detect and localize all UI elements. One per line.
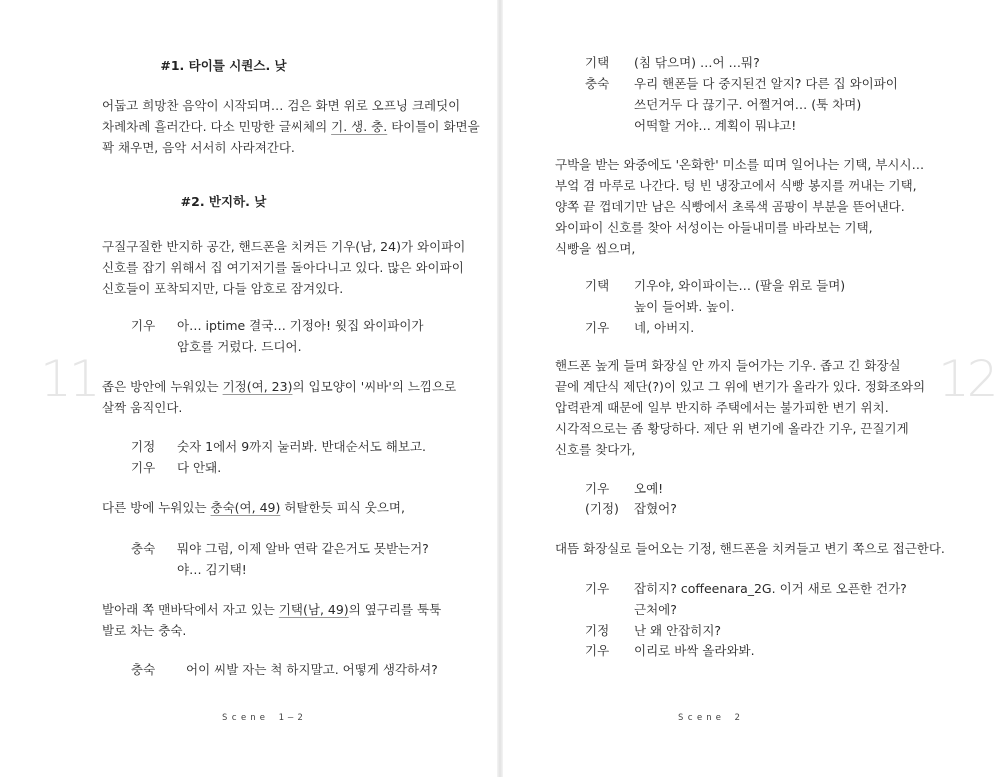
footer-scene-label: Scene 2 (678, 713, 744, 723)
text-line: 식빵을 씹으며, (555, 241, 636, 256)
text-line: 끝에 계단식 제단(?)이 있고 그 위에 변기가 올라가 있다. 정화조와의 (555, 379, 926, 394)
speaker-name: 기정 (585, 623, 610, 638)
text-line: 신호를 찾다가, (555, 442, 636, 457)
dialogue-line: 이리로 바싹 올라와봐. (634, 643, 755, 658)
text-line: 양쪽 끝 껍데기만 남은 식빵에서 초록색 곰팡이 부분을 뜯어낸다. (555, 199, 905, 214)
dialogue-line: 우리 핸폰들 다 중지된건 알지? 다른 집 와이파이 (634, 76, 898, 91)
dialogue-line: 다 안돼. (177, 460, 222, 475)
text-line: 구박을 받는 와중에도 '온화한' 미소를 띠며 일어나는 기택, 부시시… (555, 157, 925, 172)
text-line: 발아래 쪽 맨바닥에서 자고 있는 기택(남, 49)의 옆구리를 툭툭 (102, 602, 442, 617)
left-page (0, 0, 497, 777)
action-paragraph-2 (102, 236, 465, 299)
character-intro: 기정(여, 23) (222, 379, 293, 394)
text-line: 압력관계 때문에 일부 반지하 주택에서는 불가피한 변기 위치. (555, 400, 889, 415)
text-line: 발로 차는 충숙. (102, 623, 187, 638)
action-paragraph-5 (102, 599, 441, 641)
character-intro: 기택(남, 49) (278, 602, 349, 617)
text-line: 신호들이 포착되지만, 다들 암호로 잠겨있다. (102, 281, 344, 296)
action-paragraph-3 (102, 376, 456, 418)
dialogue-line: 야… 김기택! (177, 562, 247, 577)
dialogue-line: 쓰던거두 다 끊기구. 어쩔거여… (툭 차며) (634, 97, 862, 112)
action-paragraph-1 (102, 95, 480, 158)
text-line: 차례차례 흘러간다. 다소 민망한 글씨체의 기. 생. 충. 타이틀이 화면을 (102, 119, 480, 134)
dialogue-line: (침 닦으며) …어 …뭐? (634, 55, 760, 70)
text-line: 대뜸 화장실로 들어오는 기정, 핸드폰을 치켜들고 변기 쪽으로 접근한다. (555, 541, 945, 556)
dialogue-line: 잡혔어? (634, 501, 677, 516)
speaker-name: 기우 (131, 318, 156, 333)
dialogue-line: 잡히지? coffeenara_2G. 이거 새로 오픈한 건가? (634, 581, 907, 596)
dialogue-line: 오예! (634, 481, 664, 496)
text-line: 다른 방에 누워있는 충숙(여, 49) 허탈한듯 피식 웃으며, (102, 500, 405, 515)
speaker-name: 기택 (585, 55, 610, 70)
text-line: 시각적으로는 좀 황당하다. 제단 위 변기에 올라간 기우, 끈질기게 (555, 421, 909, 436)
speaker-name: 충숙 (131, 662, 156, 677)
dialogue-line: 어이 씨발 자는 척 하지말고. 어떻게 생각하셔? (186, 662, 438, 677)
text-line: 어둡고 희망찬 음악이 시작되며… 검은 화면 위로 오프닝 크레딧이 (102, 98, 461, 113)
dialogue-line: 네, 아버지. (634, 320, 695, 335)
dialogue-line: 암호를 거렀다. 드디어. (177, 339, 302, 354)
text-line: 살짝 움직인다. (102, 400, 183, 415)
dialogue-line: 아… iptime 결국… 기정아! 윗집 와이파이가 (177, 318, 424, 333)
dialogue-line: 어떡할 거야… 계획이 뭐냐고! (634, 118, 797, 133)
dialogue-line: 숫자 1에서 9까지 눌러봐. 반대순서도 해보고. (177, 439, 426, 454)
text-line: 좁은 방안에 누워있는 기정(여, 23)의 입모양이 '씨바'의 느낌으로 (102, 379, 457, 394)
action-paragraph-4 (102, 497, 405, 518)
speaker-name: 기정 (131, 439, 156, 454)
speaker-name: 기우 (585, 481, 610, 496)
text-line: 구질구질한 반지하 공간, 핸드폰을 치켜든 기우(남, 24)가 와이파이 (102, 239, 466, 254)
speaker-name: 기우 (585, 643, 610, 658)
speaker-name: (기정) (585, 501, 619, 516)
speaker-name: 기우 (131, 460, 156, 475)
speaker-name: 기우 (585, 320, 610, 335)
character-intro: 충숙(여, 49) (210, 500, 281, 515)
scene-heading-1: #1. 타이틀 시퀀스. 낮 (160, 58, 287, 73)
speaker-name: 충숙 (585, 76, 610, 91)
dialogue-line: 근처에? (634, 602, 677, 617)
title-underlined: 기. 생. 충. (331, 119, 388, 134)
page-number-right: 12 (938, 350, 996, 408)
text-line: 핸드폰 높게 들며 화장실 안 까지 들어가는 기우. 좁고 긴 화장실 (555, 358, 901, 373)
text-line: 신호를 잡기 위해서 집 여기저기를 돌아다니고 있다. 많은 와이파이 (102, 260, 464, 275)
action-paragraph-2 (555, 355, 925, 460)
speaker-name: 기택 (585, 278, 610, 293)
dialogue-line: 뭐야 그럼, 이제 알바 연락 같은거도 못받는거? (177, 541, 429, 556)
footer-scene-label: Scene 1—2 (222, 713, 307, 723)
speaker-name: 충숙 (131, 541, 156, 556)
action-paragraph-3 (555, 538, 945, 559)
scene-heading-2: #2. 반지하. 낮 (180, 194, 267, 209)
text-line: 꽉 채우면, 음악 서서히 사라져간다. (102, 140, 295, 155)
dialogue-line: 높이 들어봐. 높이. (634, 299, 735, 314)
text-line: 와이파이 신호를 찾아 서성이는 아들내미를 바라보는 기택, (555, 220, 873, 235)
dialogue-line: 난 왜 안잡히지? (634, 623, 722, 638)
action-paragraph-1 (555, 154, 924, 259)
speaker-name: 기우 (585, 581, 610, 596)
text-line: 부엌 겸 마루로 나간다. 텅 빈 냉장고에서 식빵 봉지를 꺼내는 기택, (555, 178, 917, 193)
page-number-left: 11 (40, 350, 98, 408)
dialogue-line: 기우야, 와이파이는… (팔을 위로 들며) (634, 278, 846, 293)
right-page (503, 0, 1000, 777)
